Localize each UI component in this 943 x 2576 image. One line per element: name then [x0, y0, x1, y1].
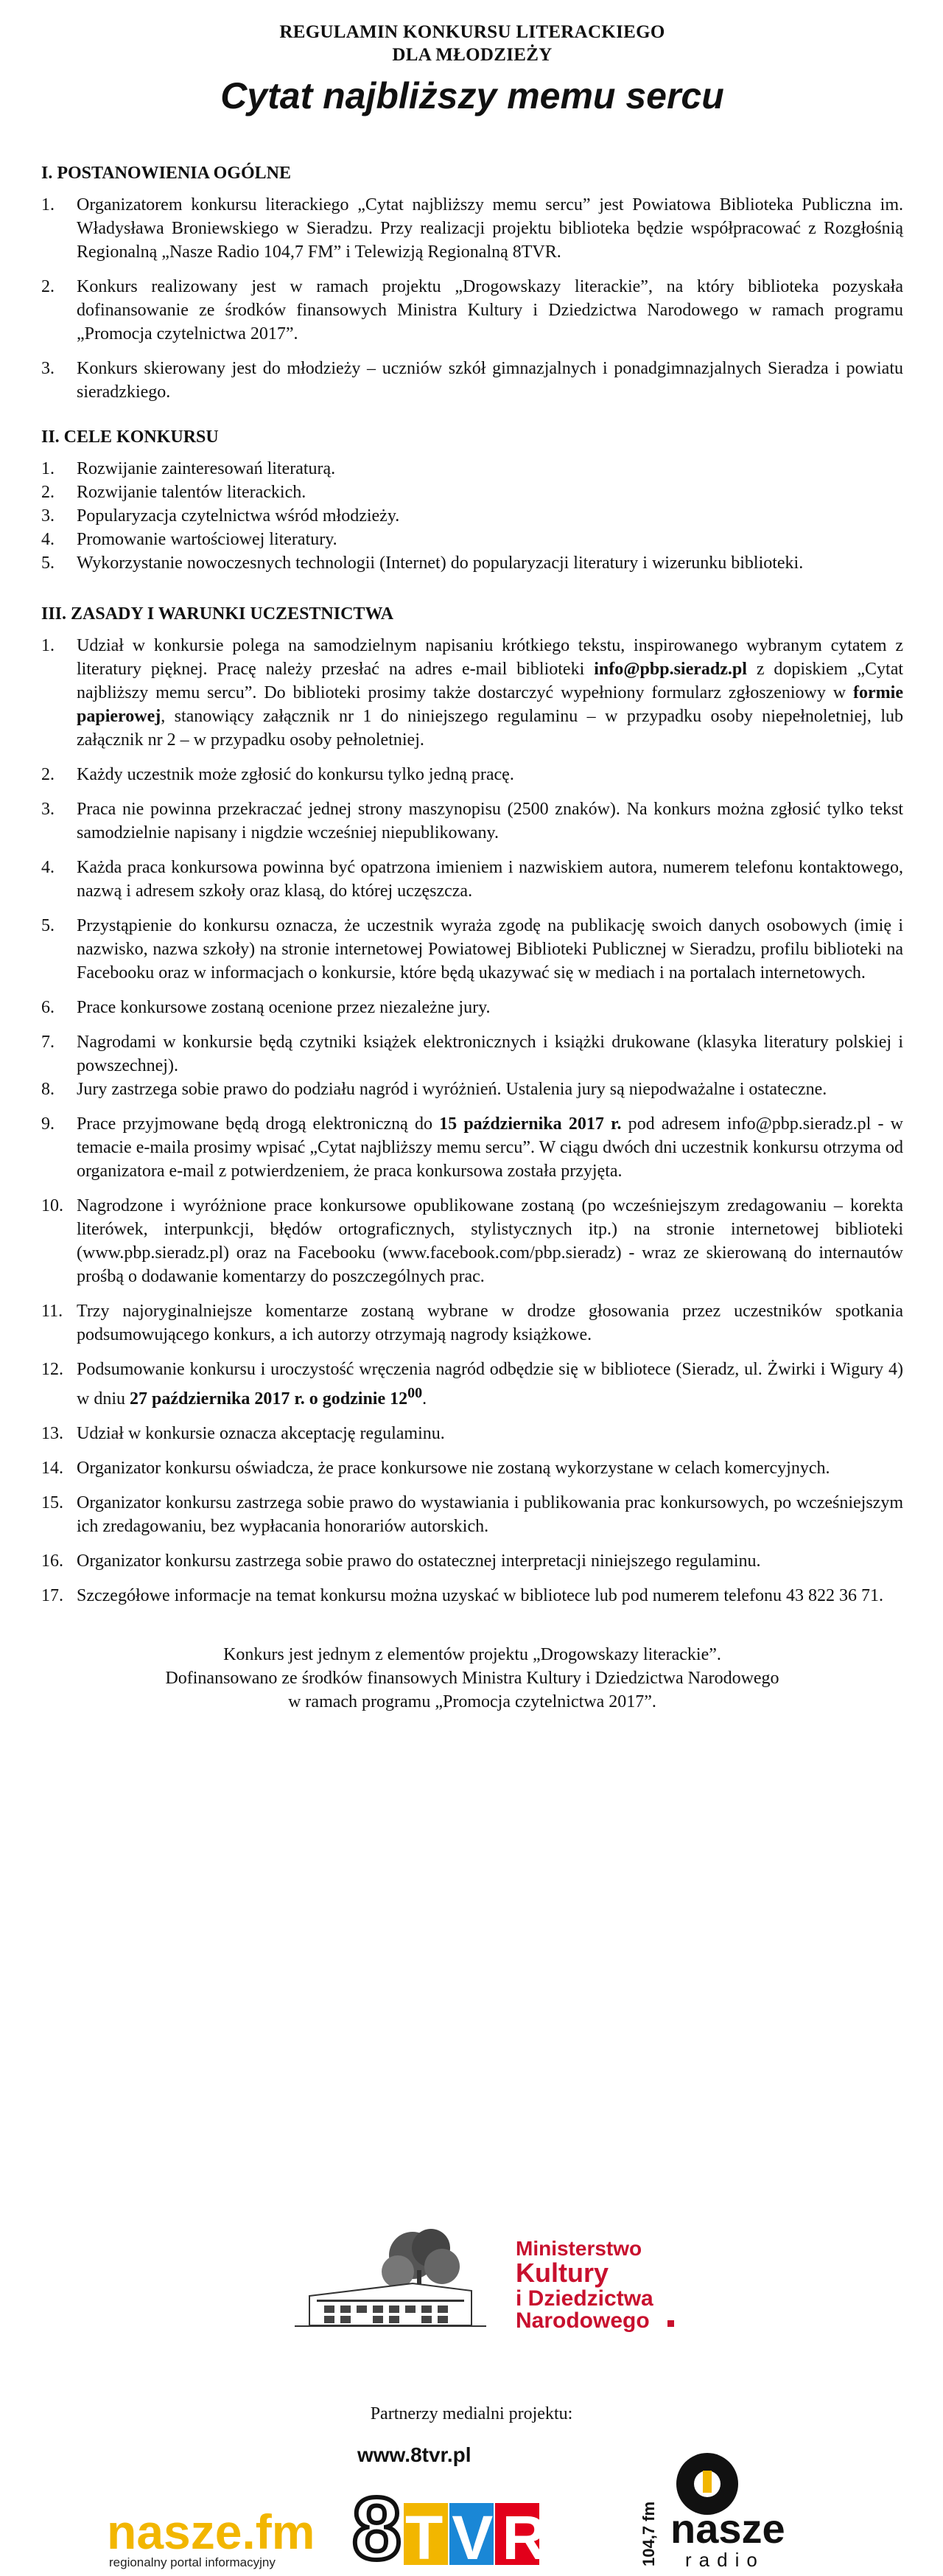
item-number: 7.: [41, 1033, 55, 1052]
item-number: 6.: [41, 998, 55, 1017]
item-text: Organizatorem konkursu literackiego „Cytat najbliższy memu sercu” jest Powiatowa Biblioteka Publiczna im. Władysława Broniewskiego w Sieradzu. Przy realizacji projektu biblioteka będzie współpracować z Rozgłośnią Regionalną „Nasze Radio 104,7 FM” i Telewizją Regionalną 8TVR.: [77, 195, 903, 262]
list-item: [41, 481, 903, 504]
list-item: [41, 1112, 903, 1183]
tvr-8-mark: 8: [352, 2479, 402, 2572]
document: [41, 21, 903, 1714]
item-text: Rozwijanie zainteresowań literaturą.: [77, 459, 336, 478]
ministry-logo: [516, 2237, 674, 2333]
item-text: Prace konkursowe zostaną ocenione przez niezależne jury.: [77, 998, 491, 1017]
item-number: 5.: [41, 916, 55, 935]
item-number: 5.: [41, 554, 55, 573]
list-item: [41, 914, 903, 985]
funding-note-line3: w ramach programu „Promocja czytelnictwa 2017”.: [288, 1692, 656, 1711]
ministry-line2: Kultury: [516, 2258, 609, 2288]
item-number: 16.: [41, 1551, 63, 1571]
item-text: Rozwijanie talentów literackich.: [77, 483, 306, 502]
item-number: 2.: [41, 277, 55, 296]
list-item: [41, 797, 903, 845]
list-item: [41, 1422, 903, 1445]
library-email: info@pbp.sieradz.pl: [594, 660, 747, 679]
media-partners-title: Partnerzy medialni projektu:: [370, 2404, 573, 2423]
item-number: 14.: [41, 1459, 63, 1478]
item-number: 9.: [41, 1114, 55, 1134]
list-item: [41, 1078, 903, 1101]
item-text: Promowanie wartościowej literatury.: [77, 530, 337, 549]
ceremony-date: 27 października 2017 r. o godzinie $12^{00}$: [130, 1385, 423, 1409]
list-item: [41, 1299, 903, 1347]
list-item: [41, 1584, 903, 1608]
list-item: [41, 504, 903, 528]
sponsor-logos-svg: [0, 2226, 943, 2336]
section-general-list: [41, 193, 903, 404]
ministry-line1: Ministerstwo: [516, 2237, 642, 2260]
item-text: Trzy najoryginalniejsze komentarze zostaną wybrane w drodze głosowania przez uczestników spotkania podsumowującego konkurs, a ich autorzy otrzymają nagrody książkowe.: [77, 1302, 903, 1344]
list-item: [41, 634, 903, 752]
list-item: [41, 193, 903, 264]
item-text: Udział w konkursie polega na samodzielnym napisaniu krótkiego tekstu, inspirowanego wybranym cytatem z literatury pięknej. Pracę należy przesłać na adres e-mail biblioteki info@pbp.sieradz.pl z dopiskiem „Cytat najbliższy memu sercu”. Do biblioteki prosimy także dostarczyć wypełniony formularz zgłoszeniowy w formie papierowej, stanowiący załącznik nr 1 do niniejszego regulaminu – w przypadku osoby niepełnoletniej, lub załącznik nr 2 – w przypadku osoby pełnoletniej.: [77, 636, 904, 750]
list-item: [41, 275, 903, 346]
media-partners-logos: [0, 2432, 943, 2572]
list-item: [41, 357, 903, 404]
item-number: 2.: [41, 483, 55, 502]
list-item: [41, 457, 903, 481]
tvr-wordmark: TVR: [405, 2503, 555, 2572]
item-text: Praca nie powinna przekraczać jednej strony maszynopisu (2500 znaków). Na konkurs można zgłosić tylko tekst samodzielnie napisany i nigdzie wcześniej niepublikowany.: [77, 800, 903, 842]
item-number: 17.: [41, 1586, 63, 1605]
item-number: 4.: [41, 858, 55, 877]
list-item: [41, 1194, 903, 1288]
doc-header-line2: DLA MŁODZIEŻY: [392, 45, 553, 65]
radio-subtitle: radio: [685, 2549, 765, 2571]
list-item: [41, 856, 903, 903]
item-number: 13.: [41, 1424, 63, 1443]
ministry-line4: Narodowego: [516, 2308, 650, 2333]
item-text: Jury zastrzega sobie prawo do podziału nagród i wyróżnień. Ustalenia jury są niepodważalne i ostateczne.: [77, 1080, 827, 1099]
section-heading-general: I. POSTANOWIENIA OGÓLNE: [41, 164, 291, 183]
item-text: Popularyzacja czytelnictwa wśród młodzieży.: [77, 506, 400, 526]
item-text: Szczegółowe informacje na temat konkursu można uzyskać w bibliotece lub pod numerem telefonu 43 822 36 71.: [77, 1586, 884, 1605]
item-text: Organizator konkursu oświadcza, że prace konkursowe nie zostaną wykorzystane w celach komercyjnych.: [77, 1459, 830, 1478]
item-number: 1.: [41, 195, 55, 214]
tvr-logo: [352, 2443, 555, 2572]
item-text: Konkurs realizowany jest w ramach projektu „Drogowskazy literackie”, na który biblioteka pozyskała dofinansowanie ze środków finansowych Ministra Kultury i Dziedzictwa Narodowego w ramach programu „Promocja czytelnictwa 2017”.: [77, 277, 903, 343]
radio-frequency: 104,7 fm: [639, 2501, 658, 2566]
tvr-url: www.8tvr.pl: [357, 2443, 472, 2466]
item-text: Nagrodami w konkursie będą czytniki książek elektronicznych i książki drukowane (klasyka literatury polskiej i powszechnej).: [77, 1033, 903, 1075]
deadline-date: 15 października 2017 r.: [439, 1114, 622, 1134]
item-text: Organizator konkursu zastrzega sobie prawo do ostatecznej interpretacji niniejszego regulaminu.: [77, 1551, 761, 1571]
item-number: 15.: [41, 1493, 63, 1512]
funding-note: [41, 1643, 903, 1714]
item-number: 4.: [41, 530, 55, 549]
funding-note-line1: Konkurs jest jednym z elementów projektu „Drogowskazy literackie”.: [223, 1645, 721, 1664]
nasze-fm-logo: [107, 2505, 315, 2569]
item-number: 12.: [41, 1360, 63, 1379]
funding-note-line2: Dofinansowano ze środków finansowych Ministra Kultury i Dziedzictwa Narodowego: [165, 1669, 779, 1688]
doc-header-line1: REGULAMIN KONKURSU LITERACKIEGO: [279, 22, 665, 42]
item-text: Każda praca konkursowa powinna być opatrzona imieniem i nazwiskiem autora, numerem telefonu kontaktowego, nazwą i adresem szkoły oraz klasą, do której uczęszcza.: [77, 858, 903, 901]
nasze-fm-tagline: regionalny portal informacyjny: [109, 2555, 276, 2569]
library-building-logo: [295, 2229, 486, 2326]
item-number: 2.: [41, 765, 55, 784]
item-number: 11.: [41, 1302, 63, 1321]
item-text: Każdy uczestnik może zgłosić do konkursu tylko jedną pracę.: [77, 765, 514, 784]
media-partners-svg: [0, 2432, 943, 2572]
list-item: [41, 551, 903, 575]
ministry-line3: i Dziedzictwa: [516, 2286, 653, 2311]
nasze-radio-logo: [639, 2453, 785, 2571]
section-heading-goals: II. CELE KONKURSU: [41, 427, 219, 447]
list-item: [41, 1358, 903, 1411]
section-heading-rules: III. ZASADY I WARUNKI UCZESTNICTWA: [41, 604, 394, 624]
item-text: Organizator konkursu zastrzega sobie prawo do wystawiania i publikowania prac konkursowych, po wcześniejszym ich zredagowaniu, bez wypłacania honorariów autorskich.: [77, 1493, 903, 1536]
list-item: [41, 1030, 903, 1078]
item-text: Przystąpienie do konkursu oznacza, że uczestnik wyraża zgodę na publikację swoich danych osobowych (imię i nazwisko, nazwa szkoły) na stronie internetowej Powiatowej Biblioteki Publicznej w Sieradzu, profilu biblioteki na Facebooku oraz w informacjach o konkursie, które będą ukazywać się w mediach i na portalach internetowych.: [77, 916, 903, 982]
item-text: Udział w konkursie oznacza akceptację regulaminu.: [77, 1424, 445, 1443]
item-number: 10.: [41, 1196, 63, 1215]
list-item: [41, 996, 903, 1019]
item-text: Konkurs skierowany jest do młodzieży – uczniów szkół gimnazjalnych i ponadgimnazjalnych Sieradza i powiatu sieradzkiego.: [77, 359, 903, 402]
item-number: 1.: [41, 636, 55, 655]
item-text: Prace przyjmowane będą drogą elektroniczną do 15 października 2017 r. pod adresem info@pbp.sieradz.pl - w temacie e-maila prosimy wpisać „Cytat najbliższy memu sercu”. W ciągu dwóch dni uczestnik konkursu otrzyma od organizatora e-mail z potwierdzeniem, że praca konkursowa została przyjęta.: [77, 1114, 903, 1181]
item-text: Wykorzystanie nowoczesnych technologii (Internet) do popularyzacji literatury i wizerunku biblioteki.: [77, 554, 804, 573]
sponsor-logos: [0, 2226, 943, 2336]
item-text: Podsumowanie konkursu i uroczystość wręczenia nagród odbędzie się w bibliotece (Sieradz, ul. Żwirki i Wigury 4) w dniu 27 października 2017 r. o godzinie $12^{00}$.: [77, 1360, 903, 1409]
item-number: 8.: [41, 1080, 55, 1099]
list-item: [41, 763, 903, 786]
item-number: 3.: [41, 506, 55, 526]
section-rules-list: [41, 634, 903, 1608]
paper-form-emphasis: formie papierowej: [77, 683, 903, 726]
item-number: 3.: [41, 359, 55, 378]
item-number: 1.: [41, 459, 55, 478]
list-item: [41, 1456, 903, 1480]
list-item: [41, 1491, 903, 1538]
radio-wordmark: nasze: [670, 2505, 785, 2552]
list-item: [41, 1549, 903, 1573]
item-number: 3.: [41, 800, 55, 819]
item-text: Nagrodzone i wyróżnione prace konkursowe opublikowane zostaną (po wcześniejszym zredagowaniu – korekta literówek, interpunkcji, błędów ortograficznych, stylistycznych itp.) na stronie internetowej biblioteki (www.pbp.sieradz.pl) oraz na Facebooku (www.facebook.com/pbp.sieradz) - wraz ze skierowaną do internautów prośbą o dodawanie komentarzy do poszczególnych prac.: [77, 1196, 903, 1286]
doc-title: Cytat najbliższy memu sercu: [220, 75, 724, 116]
nasze-fm-wordmark: nasze.fm: [107, 2505, 315, 2559]
section-goals-list: [41, 457, 903, 575]
list-item: [41, 528, 903, 551]
